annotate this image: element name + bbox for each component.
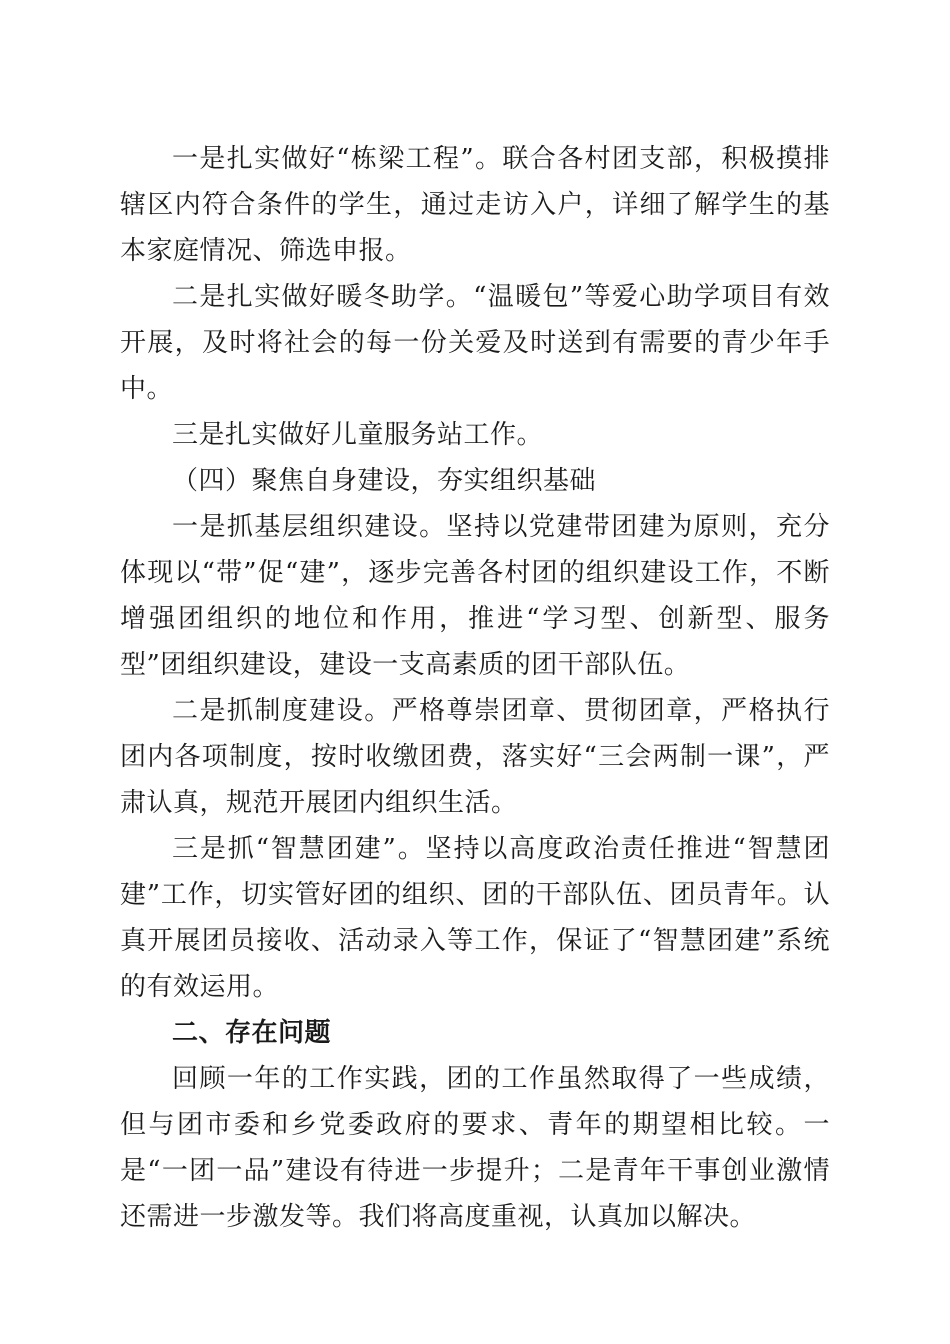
paragraph-smart-league: 三是抓“智慧团建”。坚持以高度政治责任推进“智慧团建”工作，切实管好团的组织、团的干部队伍、团员青年。认真开展团员接收、活动录入等工作，保证了“智慧团建”系统的有效运用。: [120, 834, 830, 1002]
paragraph-system-building: 二是抓制度建设。严格尊崇团章、贯彻团章，严格执行团内各项制度，按时收缴团费，落实好“三会两制一课”，严肃认真，规范开展团内组织生活。: [120, 696, 830, 818]
section-subheading-self-building: （四）聚焦自身建设，夯实组织基础: [172, 466, 597, 496]
paragraph-winter-aid: 二是扎实做好暖冬助学。“温暖包”等爱心助学项目有效开展，及时将社会的每一份关爱及时送到有需要的青少年手中。: [120, 282, 830, 404]
document-page: [120, 136, 830, 1240]
paragraph-grassroots-organization: 一是抓基层组织建设。坚持以党建带团建为原则，充分体现以“带”促“建”，逐步完善各村团的组织建设工作，不断增强团组织的地位和作用，推进“学习型、创新型、服务型”团组织建设，建设一支高素质的团干部队伍。: [120, 512, 830, 680]
section-heading-problems: 二、存在问题: [172, 1018, 332, 1048]
paragraph-pillar-project: 一是扎实做好“栋梁工程”。联合各村团支部，积极摸排辖区内符合条件的学生，通过走访入户，详细了解学生的基本家庭情况、筛选申报。: [120, 144, 830, 266]
paragraph-children-station: 三是扎实做好儿童服务站工作。: [172, 420, 544, 450]
paragraph-review: 回顾一年的工作实践，团的工作虽然取得了一些成绩，但与团市委和乡党委政府的要求、青年的期望相比较。一是“一团一品”建设有待进一步提升；二是青年干事创业激情还需进一步激发等。我们将高度重视，认真加以解决。: [120, 1064, 830, 1232]
